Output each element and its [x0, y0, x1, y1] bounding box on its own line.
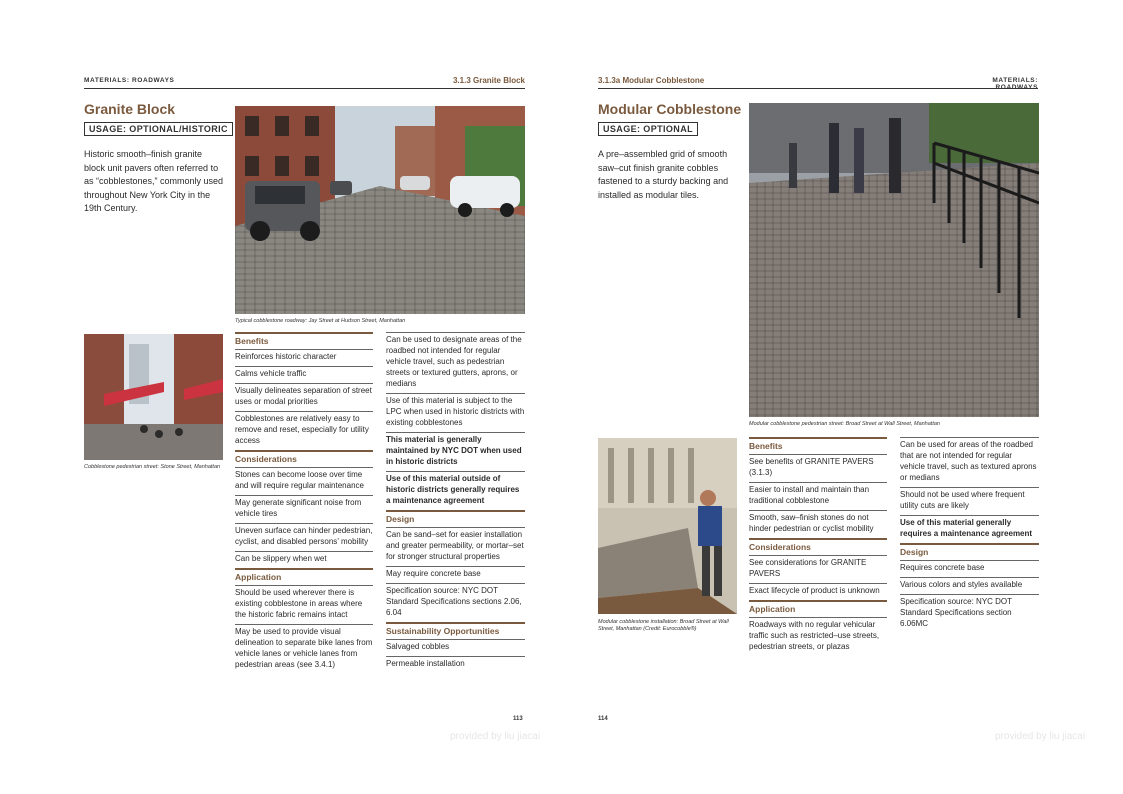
right-consideration-item: See considerations for GRANITE PAVERS — [749, 555, 887, 583]
right-page-number: 114 — [598, 716, 608, 722]
right-header-section: MATERIALS: ROADWAYS — [992, 77, 1038, 91]
left-consideration-item: Uneven surface can hinder pedestrian, cyclist, and disabled persons’ mobility — [235, 523, 373, 551]
right-application-heading: Application — [749, 600, 887, 617]
left-header-chapter: 3.1.3 Granite Block — [452, 76, 525, 85]
left-main-caption: Typical cobblestone roadway: Jay Street at Hudson Street, Manhattan — [235, 318, 406, 324]
left-application-item: Use of this material outside of historic districts generally requires a maintenance agreement — [386, 471, 525, 510]
left-column-2 — [386, 332, 525, 673]
left-consideration-item: Stones can become loose over time and will require regular maintenance — [235, 467, 373, 495]
left-benefit-item: Calms vehicle traffic — [235, 366, 373, 383]
left-column-1 — [235, 332, 373, 674]
left-application-item: May be used to provide visual delineation to separate bike lanes from vehicle lanes or vehicle lanes from pedestrian areas (see 3.4.1) — [235, 624, 373, 674]
right-considerations-heading: Considerations — [749, 538, 887, 555]
left-page-number: 113 — [513, 716, 523, 722]
left-design-item: Can be sand–set for easier installation and greater permeability, or mortar–set for stronger structural properties — [386, 527, 525, 566]
left-application-item: Can be used to designate areas of the roadbed not intended for regular vehicle travel, such as pedestrian streets or textured gutters, aprons, or medians — [386, 332, 525, 393]
right-benefit-item: Easier to install and maintain than traditional cobblestone — [749, 482, 887, 510]
right-design-heading: Design — [900, 543, 1039, 560]
left-design-item: Specification source: NYC DOT Standard Specifications sections 2.06, 6.04 — [386, 583, 525, 622]
right-intro-text: A pre–assembled grid of smooth saw–cut finish granite cobbles fastened to a sturdy backing and installed as modular tiles. — [598, 149, 729, 200]
left-application-item: Use of this material is subject to the LPC when used in historic districts with existing cobblestones — [386, 393, 525, 432]
right-column-1 — [749, 437, 887, 656]
left-sustainability-item: Permeable installation — [386, 656, 525, 673]
left-watermark: provided by liu jiacai — [450, 731, 541, 742]
left-consideration-item: May generate significant noise from vehicle tires — [235, 495, 373, 523]
left-sustainability-item: Salvaged cobbles — [386, 639, 525, 656]
right-header-rule — [598, 88, 1038, 89]
right-application-item: Roadways with no regular vehicular traffic such as restricted–use streets, pedestrian streets, or plazas — [749, 617, 887, 656]
left-benefit-item: Cobblestones are relatively easy to remove and reset, especially for utility access — [235, 411, 373, 450]
left-intro-text: Historic smooth–finish granite block unit pavers often referred to as “cobblestones,” commonly used throughout New York City in the 19th Century. — [84, 149, 224, 213]
right-main-caption: Modular cobblestone pedestrian street: Broad Street at Wall Street, Manhattan — [749, 421, 940, 427]
right-design-item: Requires concrete base — [900, 560, 1039, 577]
left-design-item: May require concrete base — [386, 566, 525, 583]
left-benefit-item: Reinforces historic character — [235, 349, 373, 366]
right-usage-badge: USAGE: OPTIONAL — [598, 122, 698, 136]
cobblestone-street-photo — [235, 106, 525, 314]
left-application-item: This material is generally maintained by NYC DOT when used in historic districts — [386, 432, 525, 471]
right-benefit-item: See benefits of GRANITE PAVERS (3.1.3) — [749, 454, 887, 482]
left-sustainability-heading: Sustainability Opportunities — [386, 622, 525, 639]
right-application-item: Should not be used where frequent utility cuts are likely — [900, 487, 1039, 515]
right-benefit-item: Smooth, saw–finish stones do not hinder pedestrian or cyclist mobility — [749, 510, 887, 538]
left-considerations-heading: Considerations — [235, 450, 373, 467]
right-small-caption: Modular cobblestone installation: Broad Street at Wall Street, Manhattan (Credit: Eurocobble®) — [598, 619, 729, 632]
left-header-rule — [84, 88, 525, 89]
left-benefits-heading: Benefits — [235, 332, 373, 349]
left-usage-badge: USAGE: OPTIONAL/HISTORIC — [84, 122, 233, 136]
right-benefits-heading: Benefits — [749, 437, 887, 454]
left-page-title: Granite Block — [84, 101, 176, 117]
modular-cobblestone-photo — [749, 103, 1039, 417]
right-design-item: Specification source: NYC DOT Standard Specifications section 6.06MC — [900, 594, 1039, 633]
right-watermark: provided by liu jiacai — [995, 731, 1086, 742]
right-consideration-item: Exact lifecycle of product is unknown — [749, 583, 887, 600]
left-application-heading: Application — [235, 568, 373, 585]
left-header-section: MATERIALS: ROADWAYS — [84, 77, 175, 84]
left-small-caption: Cobblestone pedestrian street: Stone Street, Manhattan — [84, 464, 221, 470]
left-design-heading: Design — [386, 510, 525, 527]
right-application-item: Use of this material generally requires a maintenance agreement — [900, 515, 1039, 543]
left-benefit-item: Visually delineates separation of street uses or modal priorities — [235, 383, 373, 411]
right-column-2 — [900, 437, 1039, 633]
installation-photo — [598, 438, 737, 614]
pedestrian-street-photo — [84, 334, 223, 460]
right-page-title: Modular Cobblestone — [598, 101, 742, 117]
right-application-item: Can be used for areas of the roadbed that are not intended for regular vehicle travel, such as textured aprons or medians — [900, 437, 1039, 487]
left-consideration-item: Can be slippery when wet — [235, 551, 373, 568]
left-application-item: Should be used wherever there is existing cobblestone in areas where the historic fabric remains intact — [235, 585, 373, 624]
right-header-chapter: 3.1.3a Modular Cobblestone — [598, 76, 705, 85]
right-design-item: Various colors and styles available — [900, 577, 1039, 594]
